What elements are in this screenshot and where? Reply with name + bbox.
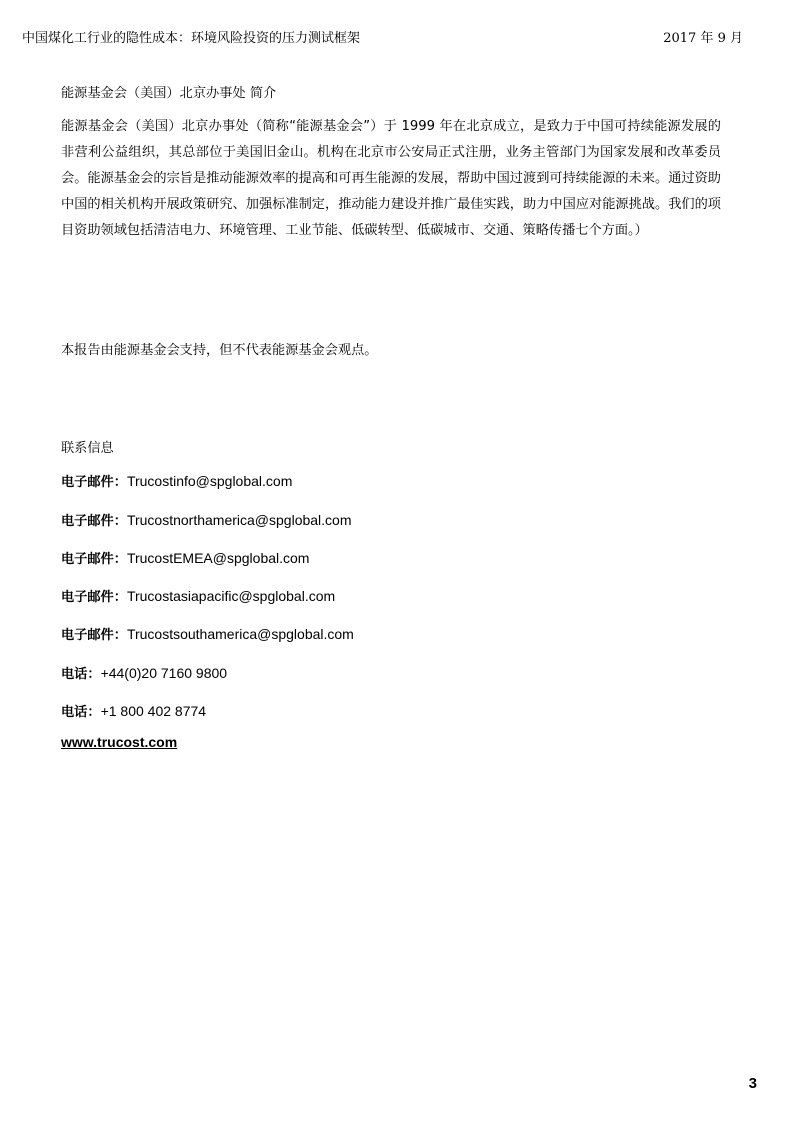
contact-value[interactable]: Trucostnorthamerica@spglobal.com (126, 512, 352, 528)
contact-label: 电话： (61, 705, 101, 720)
contact-email-northamerica (61, 510, 352, 529)
contact-value[interactable]: Trucostasiapacific@spglobal.com (126, 588, 336, 604)
contact-phone-uk (61, 663, 227, 682)
about-section-body: 能源基金会（美国）北京办事处（简称“能源基金会”）于 1999 年在北京成立，是致力于中国可持续能源发展的非营利公益组织，其总部位于美国旧金山。机构在北京市公安局正式注册，业务主管部门为国家发展和改革委员会。能源基金会的宗旨是推动能源效率的提高和可再生能源的发展，帮助中国过渡到可持续能源的未来。通过资助中国的相关机构开展政策研究、加强标准制定，推动能力建设并推广最佳实践，助力中国应对能源挑战。我们的项目资助领域包括清洁电力、环境管理、工业节能、低碳转型、低碳城市、交通、策略传播七个方面。） (61, 119, 721, 238)
contact-section-title: 联系信息 (61, 441, 114, 456)
website-link[interactable]: www.trucost.com (61, 734, 178, 750)
contact-label: 电子邮件： (61, 475, 127, 490)
report-title: 中国煤化工行业的隐性成本：环境风险投资的压力测试框架 (22, 31, 361, 46)
contact-value[interactable]: Trucostinfo@spglobal.com (126, 473, 293, 489)
contact-label: 电子邮件： (61, 628, 127, 643)
contact-label: 电话： (61, 667, 101, 682)
contact-email-southamerica (61, 624, 354, 643)
report-date: 2017 年 9 月 (663, 31, 743, 46)
contact-value: +1 800 402 8774 (100, 703, 207, 719)
page-number: 3 (748, 1075, 757, 1092)
contact-email-emea (61, 548, 309, 567)
contact-phone-us (61, 701, 206, 720)
about-section-title: 能源基金会（美国）北京办事处 简介 (61, 86, 277, 101)
contact-email-asiapacific (61, 586, 335, 605)
contact-label: 电子邮件： (61, 514, 127, 529)
contact-label: 电子邮件： (61, 590, 127, 605)
contact-email-info (61, 471, 292, 490)
contact-value[interactable]: TrucostEMEA@spglobal.com (126, 550, 310, 566)
contact-value: +44(0)20 7160 9800 (100, 665, 228, 681)
contact-value[interactable]: Trucostsouthamerica@spglobal.com (126, 626, 354, 642)
disclaimer-text: 本报告由能源基金会支持，但不代表能源基金会观点。 (61, 343, 378, 358)
contact-label: 电子邮件： (61, 552, 127, 567)
